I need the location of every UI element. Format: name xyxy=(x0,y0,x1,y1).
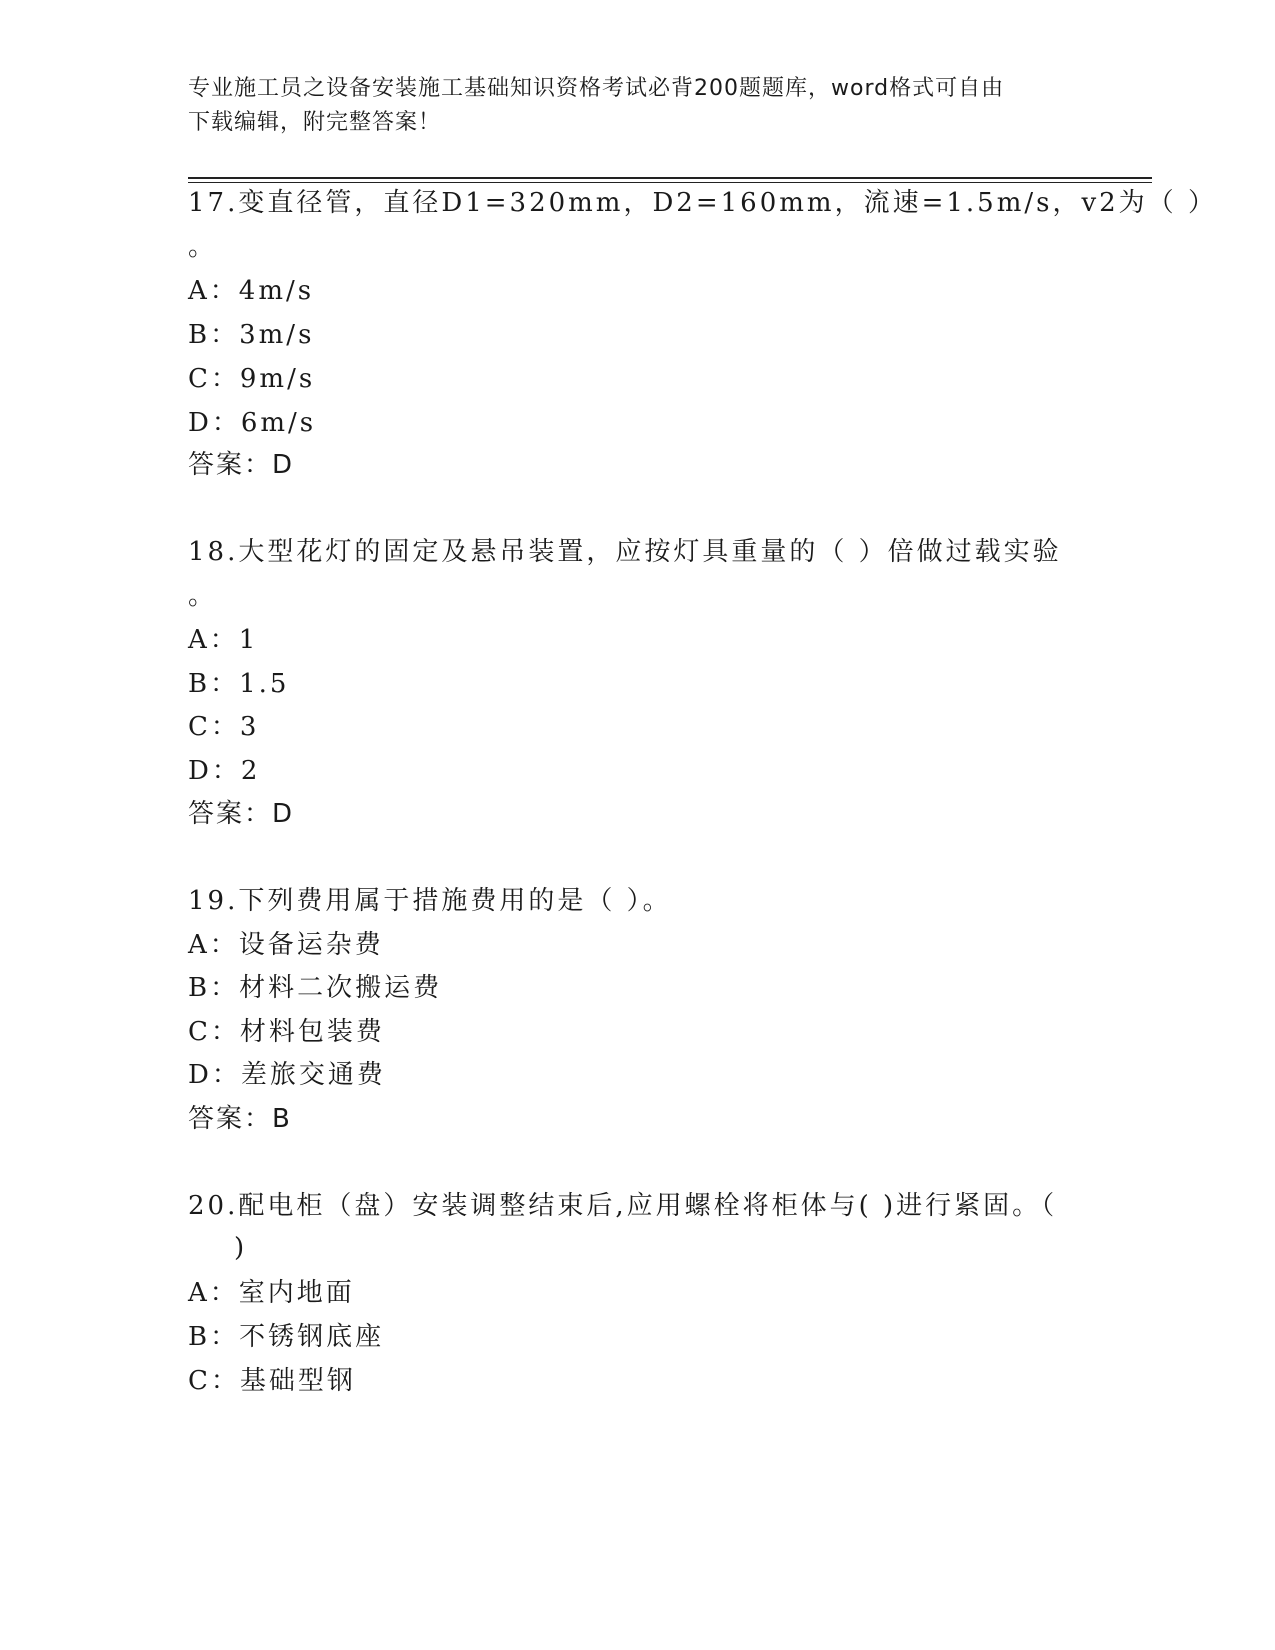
option-c: C：基础型钢 xyxy=(188,1366,356,1396)
option-d: D：6m/s xyxy=(188,408,317,438)
answer-label: 答案：D xyxy=(188,799,295,829)
option-c: C：9m/s xyxy=(188,364,316,394)
question-stem: 18.大型花灯的固定及悬吊装置，应按灯具重量的（ ）倍做过载实验 xyxy=(188,537,1062,567)
question-stem: 17.变直径管，直径D1=320mm，D2=160mm，流速=1.5m/s，v2为（ ） xyxy=(188,188,1217,218)
question-stem: 19.下列费用属于措施费用的是（ ）。 xyxy=(188,886,672,916)
question-stem-continuation: 。 xyxy=(188,581,218,611)
option-c: C：3 xyxy=(188,712,260,742)
answer-label: 答案：B xyxy=(188,1104,292,1134)
option-c: C：材料包装费 xyxy=(188,1017,385,1047)
option-b: B：材料二次搬运费 xyxy=(188,973,443,1003)
header-divider-thick xyxy=(188,177,1152,179)
document-header xyxy=(188,72,1068,140)
option-d: D：差旅交通费 xyxy=(188,1060,386,1090)
option-b: B：3m/s xyxy=(188,320,315,350)
option-d: D：2 xyxy=(188,756,261,786)
header-divider-thin xyxy=(188,182,1152,183)
option-a: A：室内地面 xyxy=(188,1278,355,1308)
option-b: B：不锈钢底座 xyxy=(188,1322,385,1352)
option-a: A：4m/s xyxy=(188,276,315,306)
question-stem: 20.配电柜（盘）安装调整结束后,应用螺栓将柜体与( )进行紧固。（ xyxy=(188,1191,1058,1221)
header-line-1: 专业施工员之设备安装施工基础知识资格考试必背200题题库，word格式可自由 xyxy=(188,76,1005,101)
question-stem-continuation: ) xyxy=(234,1233,248,1263)
option-a: A：1 xyxy=(188,625,259,655)
option-b: B：1.5 xyxy=(188,669,290,699)
option-a: A：设备运杂费 xyxy=(188,930,384,960)
header-line-2: 下载编辑，附完整答案！ xyxy=(188,110,442,135)
answer-label: 答案：D xyxy=(188,450,295,480)
question-stem-continuation: 。 xyxy=(188,232,218,262)
